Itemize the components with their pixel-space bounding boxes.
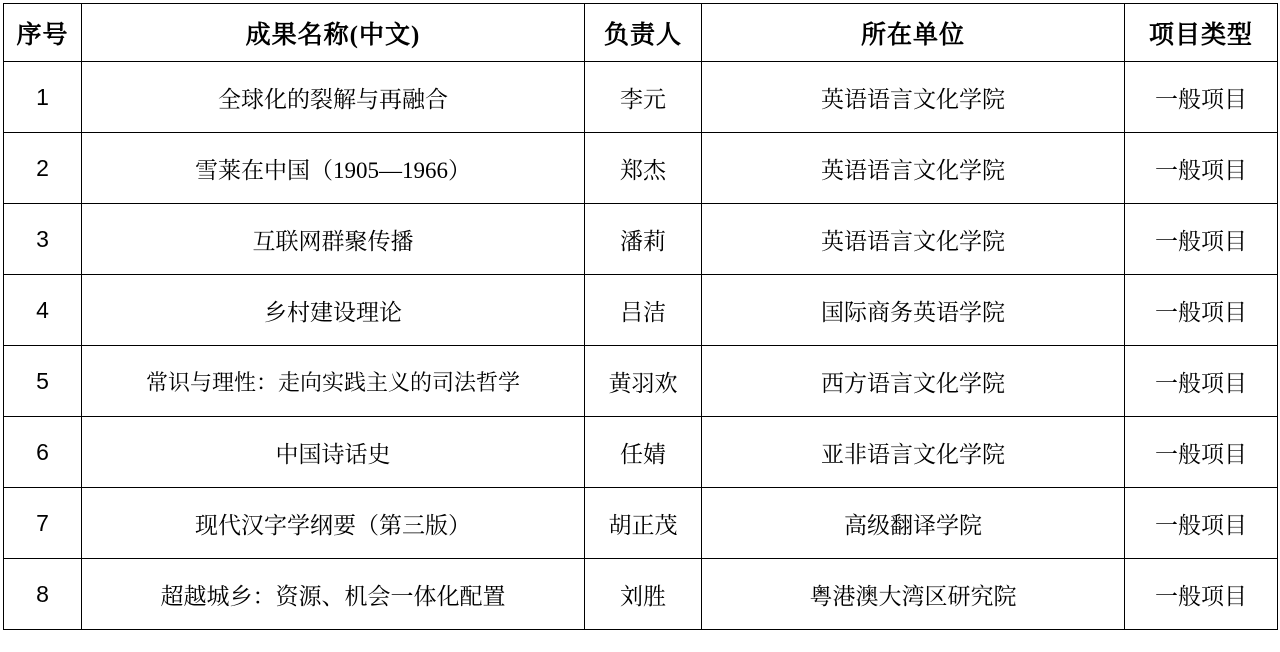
cell-type: 一般项目 xyxy=(1125,275,1278,346)
cell-name: 中国诗话史 xyxy=(82,417,585,488)
cell-unit: 英语语言文化学院 xyxy=(702,62,1125,133)
cell-owner: 刘胜 xyxy=(585,559,702,630)
table-row xyxy=(4,62,1278,133)
column-header-no: 序号 xyxy=(4,4,82,62)
cell-no: 5 xyxy=(4,346,82,417)
cell-unit: 英语语言文化学院 xyxy=(702,204,1125,275)
cell-unit: 高级翻译学院 xyxy=(702,488,1125,559)
cell-name: 互联网群聚传播 xyxy=(82,204,585,275)
cell-no: 1 xyxy=(4,62,82,133)
cell-owner: 胡正茂 xyxy=(585,488,702,559)
cell-no: 4 xyxy=(4,275,82,346)
table-row xyxy=(4,133,1278,204)
table-row xyxy=(4,204,1278,275)
cell-unit: 西方语言文化学院 xyxy=(702,346,1125,417)
cell-name: 乡村建设理论 xyxy=(82,275,585,346)
cell-type: 一般项目 xyxy=(1125,204,1278,275)
column-header-owner: 负责人 xyxy=(585,4,702,62)
cell-name: 常识与理性：走向实践主义的司法哲学 xyxy=(82,346,585,417)
table-row xyxy=(4,275,1278,346)
cell-owner: 任婧 xyxy=(585,417,702,488)
cell-unit: 英语语言文化学院 xyxy=(702,133,1125,204)
cell-owner: 潘莉 xyxy=(585,204,702,275)
cell-no: 3 xyxy=(4,204,82,275)
table-row xyxy=(4,488,1278,559)
cell-owner: 吕洁 xyxy=(585,275,702,346)
table-row xyxy=(4,417,1278,488)
cell-owner: 李元 xyxy=(585,62,702,133)
column-header-name: 成果名称(中文) xyxy=(82,4,585,62)
cell-name: 全球化的裂解与再融合 xyxy=(82,62,585,133)
table-row xyxy=(4,346,1278,417)
cell-name: 雪莱在中国（1905—1966） xyxy=(82,133,585,204)
column-header-type: 项目类型 xyxy=(1125,4,1278,62)
document-page xyxy=(0,3,1280,652)
cell-type: 一般项目 xyxy=(1125,346,1278,417)
cell-no: 2 xyxy=(4,133,82,204)
cell-owner: 郑杰 xyxy=(585,133,702,204)
column-header-unit: 所在单位 xyxy=(702,4,1125,62)
results-table xyxy=(3,3,1278,630)
table-header xyxy=(4,4,1278,62)
cell-type: 一般项目 xyxy=(1125,488,1278,559)
cell-name: 现代汉字学纲要（第三版） xyxy=(82,488,585,559)
cell-unit: 亚非语言文化学院 xyxy=(702,417,1125,488)
cell-name: 超越城乡：资源、机会一体化配置 xyxy=(82,559,585,630)
cell-unit: 国际商务英语学院 xyxy=(702,275,1125,346)
cell-type: 一般项目 xyxy=(1125,133,1278,204)
cell-type: 一般项目 xyxy=(1125,417,1278,488)
cell-type: 一般项目 xyxy=(1125,62,1278,133)
cell-no: 7 xyxy=(4,488,82,559)
table-row xyxy=(4,559,1278,630)
cell-owner: 黄羽欢 xyxy=(585,346,702,417)
cell-type: 一般项目 xyxy=(1125,559,1278,630)
table-body xyxy=(4,62,1278,630)
cell-no: 6 xyxy=(4,417,82,488)
cell-no: 8 xyxy=(4,559,82,630)
cell-unit: 粤港澳大湾区研究院 xyxy=(702,559,1125,630)
table-header-row xyxy=(4,4,1278,62)
